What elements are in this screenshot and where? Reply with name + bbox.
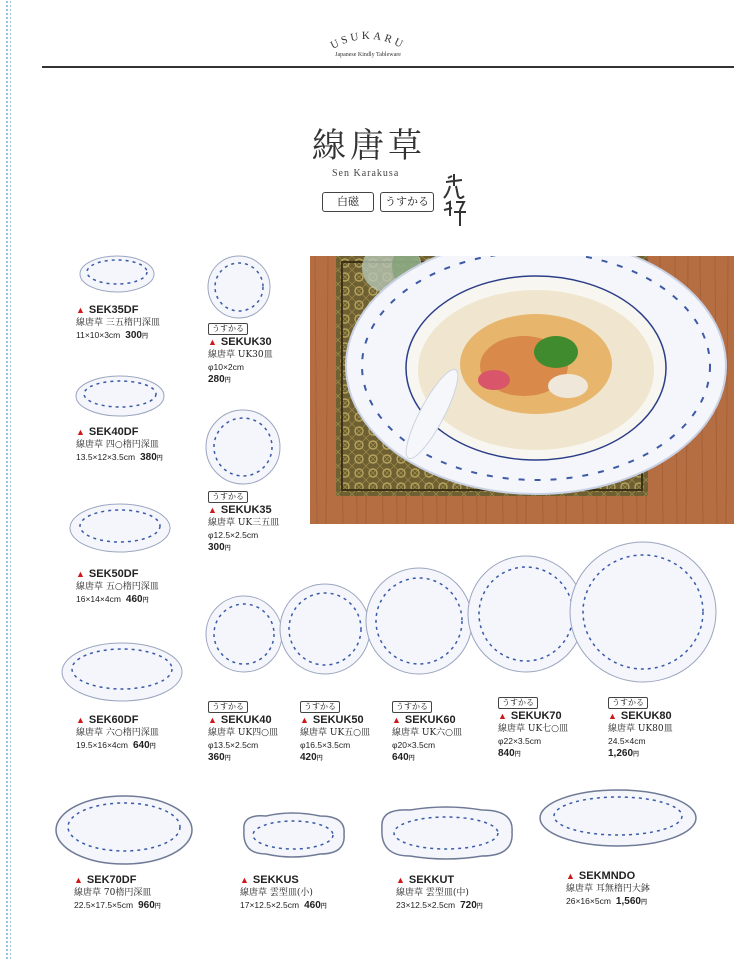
product-name: 線唐草 雲型皿(中) bbox=[396, 888, 469, 898]
product-code: SEK40DF bbox=[88, 426, 139, 438]
product-code: SEKKUS bbox=[252, 874, 299, 886]
product-name: 線唐草 UK七○皿 bbox=[498, 724, 569, 734]
product-code: SEKUK35 bbox=[220, 504, 272, 516]
product-size: φ20×3.5cm bbox=[392, 740, 436, 750]
yen-unit: 円 bbox=[476, 904, 483, 910]
product-code: SEKUK40 bbox=[220, 714, 272, 726]
sek50df-photo bbox=[68, 500, 172, 558]
page-edge-dots bbox=[5, 0, 11, 960]
yen-unit: 円 bbox=[224, 378, 231, 384]
product-size: φ10×2cm bbox=[208, 362, 244, 372]
product-code: SEK35DF bbox=[88, 304, 139, 316]
product-price: 280 bbox=[208, 374, 225, 385]
yen-unit: 円 bbox=[154, 904, 161, 910]
product-sekkut bbox=[396, 874, 483, 913]
sekuk60-photo bbox=[364, 566, 474, 676]
product-price: 840 bbox=[498, 748, 515, 759]
yen-unit: 円 bbox=[408, 756, 415, 762]
product-size: 26×16×5cm bbox=[566, 896, 611, 906]
product-sekuk70 bbox=[498, 696, 568, 761]
product-sekmndo bbox=[566, 870, 650, 909]
sekkut-photo bbox=[374, 802, 518, 864]
product-sekkus bbox=[240, 874, 327, 913]
product-size: 23×12.5×2.5cm bbox=[396, 900, 456, 910]
product-price: 640 bbox=[392, 752, 409, 763]
product-code: SEKUK80 bbox=[620, 710, 672, 722]
yen-unit: 円 bbox=[224, 546, 231, 552]
yen-unit: 円 bbox=[316, 756, 323, 762]
triangle-icon: ▲ bbox=[566, 871, 575, 881]
product-name: 線唐草 三五楕円深皿 bbox=[76, 318, 160, 328]
triangle-icon: ▲ bbox=[208, 715, 217, 725]
product-sekuk30 bbox=[208, 322, 273, 387]
product-sekuk60 bbox=[392, 700, 462, 765]
product-name: 線唐草 雲型皿(小) bbox=[240, 888, 313, 898]
product-price: 360 bbox=[208, 752, 225, 763]
yen-unit: 円 bbox=[141, 334, 148, 340]
usukaru-badge: うすかる bbox=[392, 701, 432, 713]
product-name: 線唐草 UK六○皿 bbox=[392, 728, 463, 738]
yen-unit: 円 bbox=[320, 904, 327, 910]
usukaru-badge: うすかる bbox=[208, 323, 248, 335]
sekuk40-photo bbox=[204, 594, 284, 674]
product-sek60df bbox=[76, 714, 159, 753]
product-name: 線唐草 UK四○皿 bbox=[208, 728, 279, 738]
tag-usukaru: うすかる bbox=[380, 192, 434, 212]
product-price: 300 bbox=[125, 330, 142, 341]
yen-unit: 円 bbox=[149, 744, 156, 750]
brand-tagline: Japanese Kindly Tableware bbox=[335, 52, 401, 58]
product-name: 線唐草 六○楕円深皿 bbox=[76, 728, 159, 738]
header-rule bbox=[42, 66, 734, 68]
product-price: 300 bbox=[208, 542, 225, 553]
product-sek50df bbox=[76, 568, 159, 607]
product-sekuk35 bbox=[208, 490, 279, 555]
yen-unit: 円 bbox=[224, 756, 231, 762]
yen-unit: 円 bbox=[156, 456, 163, 462]
product-name: 線唐草 70楕円深皿 bbox=[74, 888, 152, 898]
product-code: SEK60DF bbox=[88, 714, 139, 726]
product-sek40df bbox=[76, 426, 163, 465]
product-code: SEKUK70 bbox=[510, 710, 562, 722]
usukaru-badge: うすかる bbox=[608, 697, 648, 709]
triangle-icon: ▲ bbox=[498, 711, 507, 721]
usukaru-badge: うすかる bbox=[498, 697, 538, 709]
product-sekuk40 bbox=[208, 700, 278, 765]
product-photo bbox=[310, 256, 734, 524]
usukaru-badge: うすかる bbox=[300, 701, 340, 713]
product-code: SEKUK30 bbox=[220, 336, 272, 348]
product-name: 線唐草 UK五○皿 bbox=[300, 728, 371, 738]
triangle-icon: ▲ bbox=[300, 715, 309, 725]
sek40df-photo bbox=[74, 372, 166, 420]
usukaru-badge: うすかる bbox=[208, 701, 248, 713]
product-code: SEKUK60 bbox=[404, 714, 456, 726]
product-size: 19.5×16×4cm bbox=[76, 740, 128, 750]
triangle-icon: ▲ bbox=[396, 875, 405, 885]
product-size: 11×10×3cm bbox=[76, 330, 121, 340]
product-price: 720 bbox=[460, 900, 477, 911]
triangle-icon: ▲ bbox=[208, 337, 217, 347]
product-price: 420 bbox=[300, 752, 317, 763]
tag-hakuji: 白磁 bbox=[322, 192, 374, 212]
product-price: 460 bbox=[125, 594, 143, 605]
product-price: 1,260 bbox=[608, 748, 634, 759]
triangle-icon: ▲ bbox=[240, 875, 249, 885]
svg-text:USUKARU bbox=[329, 30, 408, 52]
product-sek70df bbox=[74, 874, 161, 913]
series-title: 線唐草 bbox=[312, 126, 426, 166]
sekmndo-photo bbox=[538, 786, 698, 856]
yen-unit: 円 bbox=[633, 752, 640, 758]
product-size: φ12.5×2.5cm bbox=[208, 530, 259, 540]
sekuk80-photo bbox=[568, 540, 718, 684]
sekuk50-photo bbox=[278, 582, 372, 676]
sekkus-photo bbox=[236, 808, 350, 862]
product-code: SEKUK50 bbox=[312, 714, 364, 726]
product-name: 線唐草 UK80皿 bbox=[608, 724, 673, 734]
product-sekuk50 bbox=[300, 700, 370, 765]
triangle-icon: ▲ bbox=[76, 569, 85, 579]
product-price: 1,560 bbox=[615, 896, 641, 907]
triangle-icon: ▲ bbox=[76, 715, 85, 725]
product-size: 24.5×4cm bbox=[608, 736, 646, 746]
artist-signature bbox=[440, 172, 468, 228]
product-size: φ13.5×2.5cm bbox=[208, 740, 259, 750]
product-name: 線唐草 耳無楕円大鉢 bbox=[566, 884, 650, 894]
product-price: 640 bbox=[133, 740, 150, 751]
product-name: 線唐草 四○楕円深皿 bbox=[76, 440, 159, 450]
product-price: 460 bbox=[304, 900, 321, 911]
yen-unit: 円 bbox=[640, 900, 647, 906]
product-code: SEKKUT bbox=[408, 874, 455, 886]
brand-name: USUKARU bbox=[328, 30, 408, 52]
triangle-icon: ▲ bbox=[74, 875, 83, 885]
series-romaji: Sen Karakusa bbox=[332, 168, 400, 179]
yen-unit: 円 bbox=[514, 752, 521, 758]
product-size: φ22×3.5cm bbox=[498, 736, 542, 746]
product-name: 線唐草 UK三五皿 bbox=[208, 518, 280, 528]
product-price: 960 bbox=[138, 900, 155, 911]
sek60df-photo bbox=[60, 638, 184, 706]
sekuk35-photo bbox=[204, 408, 282, 486]
triangle-icon: ▲ bbox=[608, 711, 617, 721]
product-code: SEKMNDO bbox=[578, 870, 636, 882]
triangle-icon: ▲ bbox=[208, 505, 217, 515]
product-size: 16×14×4cm bbox=[76, 594, 121, 604]
triangle-icon: ▲ bbox=[76, 427, 85, 437]
sek70df-photo bbox=[54, 792, 194, 870]
product-code: SEK70DF bbox=[86, 874, 137, 886]
usukaru-badge: うすかる bbox=[208, 491, 248, 503]
triangle-icon: ▲ bbox=[76, 305, 85, 315]
product-size: 17×12.5×2.5cm bbox=[240, 900, 300, 910]
sekuk30-photo bbox=[206, 254, 272, 320]
product-code: SEK50DF bbox=[88, 568, 139, 580]
sek35df-photo bbox=[78, 252, 156, 296]
product-size: 13.5×12×3.5cm bbox=[76, 452, 136, 462]
product-size: φ16.5×3.5cm bbox=[300, 740, 351, 750]
yen-unit: 円 bbox=[142, 598, 149, 604]
triangle-icon: ▲ bbox=[392, 715, 401, 725]
product-name: 線唐草 五○楕円深皿 bbox=[76, 582, 159, 592]
product-size: 22.5×17.5×5cm bbox=[74, 900, 134, 910]
product-price: 380 bbox=[140, 452, 157, 463]
product-sekuk80 bbox=[608, 696, 673, 761]
product-name: 線唐草 UK30皿 bbox=[208, 350, 273, 360]
product-sek35df bbox=[76, 304, 160, 343]
